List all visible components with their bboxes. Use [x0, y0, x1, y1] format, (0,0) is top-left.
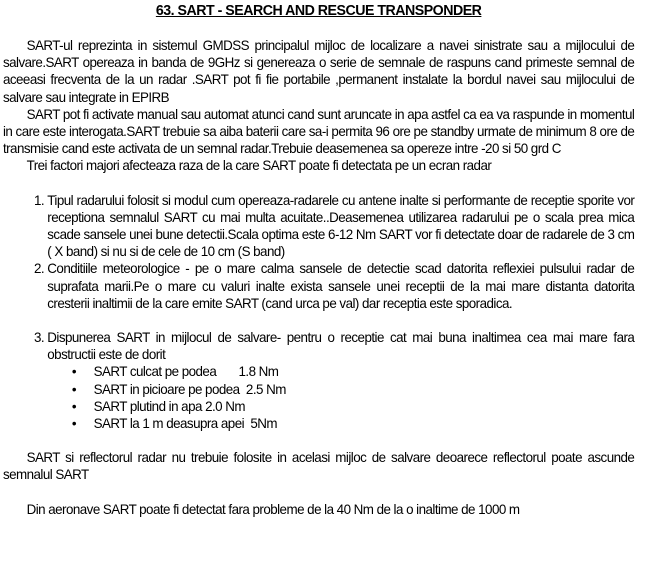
- detection-range-text: SART la 1 m deasupra apei 5Nm: [93, 416, 278, 432]
- factor-item-placement: [47, 329, 634, 432]
- bullet-icon: •: [71, 381, 77, 397]
- factor-item-placement-text: Dispunerea SART in mijlocul de salvare- pentru o receptie cat mai buna inaltimea cea mai mare fara obstructii este de dorit: [47, 330, 635, 363]
- detection-range-item: [71, 415, 635, 432]
- detection-range-item: [71, 398, 635, 415]
- factor-item-weather: 2. Conditiile meteorologice - pe o mare calma sansele de detectie scad datorita reflexiei pulsului radar de suprafata marii.Pe o mare cu valuri inalte exista sansele unei receptii de la mai mare distanta datorita cresterii inaltimii de la care emite SART (cand urca pe val) dar receptia este sporadica.: [47, 260, 634, 312]
- aircraft-paragraph: Din aeronave SART poate fi detectat fara probleme de la 40 Nm de la o inaltime de 1000 m: [26, 501, 520, 517]
- bullet-icon: •: [71, 398, 77, 414]
- document-title: 63. SART - SEARCH AND RESCUE TRANSPONDER: [155, 3, 482, 19]
- factors-intro-paragraph: Trei factori majori afecteaza raza de la care SART poate fi detectata pe un ecran radar: [26, 158, 492, 174]
- detection-range-text: SART culcat pe podea 1.8 Nm: [93, 364, 279, 380]
- detection-range-text: SART plutind in apa 2.0 Nm: [93, 398, 245, 414]
- activation-paragraph: SART pot fi activate manual sau automat atunci cand sunt aruncate in apa astfel ca ea va raspunde in momentul in care este interogata.SART trebuie sa aiba baterii care sa-i permita 96 ore pe standby urmate de minimum 8 ore de transmisie cand este activata de un semnal radar.Trebuie deasemenea sa opereze intre -20 si 50 grd C: [2, 106, 635, 157]
- bullet-icon: •: [71, 364, 77, 380]
- detection-range-item: [71, 363, 635, 380]
- detection-range-list: [47, 363, 634, 432]
- factors-list: [3, 192, 634, 433]
- reflector-paragraph: SART si reflectorul radar nu trebuie folosite in acelasi mijloc de salvare deoarece reflectorul poate ascunde semnalul SART: [2, 450, 635, 483]
- detection-range-text: SART in picioare pe podea 2.5 Nm: [93, 381, 286, 397]
- detection-range-item: [71, 381, 635, 398]
- factor-item-radar-type: 1. Tipul radarului folosit si modul cum opereaza-radarele cu antene inalte si performante de receptie sporite vor receptiona semnalul SART cu mai multa acuitate..Deasemenea utilizarea radarului pe o scala prea mica scade sansele unei bune detectii.Scala optima este 6-12 Nm SART vor fi detectate doar de radarele de 3 cm ( X band) si nu si de cele de 10 cm (S band): [47, 192, 634, 261]
- bullet-icon: •: [71, 416, 77, 432]
- intro-paragraph: SART-ul reprezinta in sistemul GMDSS principalul mijloc de localizare a navei sinistrate sau a mijlocului de salvare.SART opereaza in banda de 9GHz si genereaza o serie de semnale de raspuns cand primeste semnal de aceeasi frecventa de la un radar .SART pot fi fie portabile ,permanent instalate la bordul navei sau mijlocului de salvare sau integrate in EPIRB: [2, 38, 635, 105]
